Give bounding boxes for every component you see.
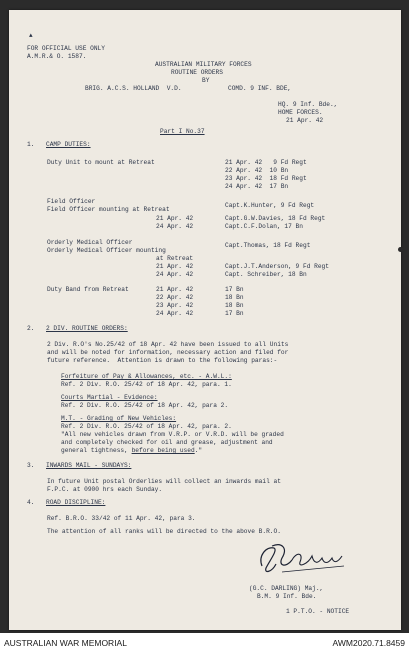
section-3-title: INWARDS MAIL - SUNDAYS: bbox=[46, 462, 132, 469]
duty-unit-row: 24 Apr. 42 17 Bn bbox=[225, 183, 289, 190]
duty-unit-row: 23 Apr. 42 18 Fd Regt bbox=[225, 175, 307, 182]
item-3-reference: Ref. 2 Div. R.O. 25/42 of 18 Apr. 42, para. 2. bbox=[61, 423, 232, 430]
section-3-para-line: In future Unit postal Orderlies will collect an inwards mail at bbox=[47, 478, 281, 485]
header-title: AUSTRALIAN MILITARY FORCES bbox=[155, 61, 252, 68]
section-2-para-line: 2 Div. R.O's No.25/42 of 18 Apr. 42 have been issued to all Units bbox=[47, 341, 289, 348]
section-1-title: CAMP DUTIES: bbox=[46, 141, 91, 148]
duty-band-date: 21 Apr. 42 bbox=[156, 286, 194, 293]
section-4-number: 4. bbox=[27, 499, 35, 506]
field-officer-mount-label: Field Officer mounting at Retreat bbox=[47, 206, 170, 213]
signatory-name: (G.C. DARLING) Maj., bbox=[249, 585, 324, 592]
section-3-number: 3. bbox=[27, 462, 35, 469]
hq-line-2: HOME FORCES. bbox=[278, 109, 323, 116]
header-officer: BRIG. A.C.S. HOLLAND V.D. bbox=[85, 85, 182, 92]
duty-band-unit: 18 Bn bbox=[225, 294, 244, 301]
duty-unit-row: 21 Apr. 42 9 Fd Regt bbox=[225, 159, 307, 166]
medical-officer-name: Capt.J.T.Anderson, 9 Fd Regt bbox=[225, 263, 329, 270]
quote-emphasis: before being used bbox=[131, 447, 195, 454]
medical-officer-date: 21 Apr. 42 bbox=[156, 263, 194, 270]
header-subtitle: ROUTINE ORDERS bbox=[171, 69, 223, 76]
medical-officer-mount-label-2: at Retreat bbox=[156, 255, 194, 262]
duty-unit-row: 22 Apr. 42 10 Bn bbox=[225, 167, 289, 174]
duty-band-date: 23 Apr. 42 bbox=[156, 302, 194, 309]
field-officer-date: 24 Apr. 42 bbox=[156, 223, 194, 230]
section-1-number: 1. bbox=[27, 141, 35, 148]
duty-band-date: 24 Apr. 42 bbox=[156, 310, 194, 317]
duty-band-date: 22 Apr. 42 bbox=[156, 294, 194, 301]
field-officer-name: Capt.C.F.Dolan, 17 Bn bbox=[225, 223, 303, 230]
section-2-number: 2. bbox=[27, 325, 35, 332]
medical-officer-mount-label: Orderly Medical Officer mounting bbox=[47, 247, 166, 254]
document-page bbox=[9, 10, 401, 630]
header-by: BY bbox=[202, 77, 210, 84]
part-number: Part I No.37 bbox=[160, 128, 205, 135]
field-officer-value: Capt.K.Hunter, 9 Fd Regt bbox=[225, 202, 315, 209]
corner-mark: ▲ bbox=[29, 32, 33, 39]
item-1-title: Forfeiture of Pay & Allowances, etc. - A.W.L.: bbox=[61, 373, 232, 380]
archive-footer bbox=[0, 633, 409, 653]
medical-officer-value: Capt.Thomas, 18 Fd Regt bbox=[225, 242, 311, 249]
section-4-para: The attention of all ranks will be directed to the above B.R.O. bbox=[47, 528, 281, 535]
section-2-para-line: future reference. Attention is drawn to the following paras:- bbox=[47, 357, 278, 364]
item-1-reference: Ref. 2 Div. R.O. 25/42 of 18 Apr. 42, para. 1. bbox=[61, 381, 232, 388]
section-4-reference: Ref. B.R.O. 33/42 of 11 Apr. 42, para 3. bbox=[47, 515, 196, 522]
hq-line-1: HQ. 9 Inf. Bde., bbox=[278, 101, 338, 108]
item-2-title: Courts Martial - Evidence: bbox=[61, 394, 158, 401]
medical-officer-label: Orderly Medical Officer bbox=[47, 239, 133, 246]
signatory-role: B.M. 9 Inf. Bde. bbox=[257, 593, 317, 600]
duty-unit-label: Duty Unit to mount at Retreat bbox=[47, 159, 155, 166]
field-officer-label: Field Officer bbox=[47, 198, 96, 205]
duty-band-unit: 18 Bn bbox=[225, 302, 244, 309]
punch-hole bbox=[398, 247, 403, 252]
field-officer-date: 21 Apr. 42 bbox=[156, 215, 194, 222]
item-3-quote-line: "All new vehicles drawn from V.R.P. or V.R.D. will be graded bbox=[61, 431, 284, 438]
quote-text: general tightness, bbox=[61, 447, 132, 454]
header-command: COMD. 9 INF. BDE, bbox=[228, 85, 292, 92]
classification: FOR OFFICIAL USE ONLY bbox=[27, 45, 105, 52]
item-3-title: M.T. - Grading of New Vehicles: bbox=[61, 415, 177, 422]
section-4-title: ROAD DISCIPLINE: bbox=[46, 499, 106, 506]
duty-band-label: Duty Band from Retreat bbox=[47, 286, 129, 293]
item-2-reference: Ref. 2 Div. R.O. 25/42 of 18 Apr. 42, para 2. bbox=[61, 402, 229, 409]
section-2-para-line: and will be noted for information, necessary action and filed for bbox=[47, 349, 289, 356]
distribution-note: 1 P.T.O. - NOTICE bbox=[286, 608, 350, 615]
handwritten-signature bbox=[252, 538, 350, 578]
footer-accession-number: AWM2020.71.8459 bbox=[332, 638, 405, 648]
footer-archive-name: AUSTRALIAN WAR MEMORIAL bbox=[4, 638, 127, 648]
duty-band-unit: 17 Bn bbox=[225, 286, 244, 293]
item-3-quote-line: and completely checked for oil and grease, adjustment and bbox=[61, 439, 273, 446]
field-officer-name: Capt.G.W.Davies, 18 Fd Regt bbox=[225, 215, 326, 222]
item-3-quote-line bbox=[61, 447, 202, 454]
section-3-para-line: F.P.C. at 0900 hrs each Sunday. bbox=[47, 486, 163, 493]
reference-number: A.M.R.& O. 1587. bbox=[27, 53, 87, 60]
hq-date: 21 Apr. 42 bbox=[286, 117, 324, 124]
medical-officer-date: 24 Apr. 42 bbox=[156, 271, 194, 278]
quote-end: ." bbox=[194, 447, 203, 454]
section-2-title: 2 DIV. ROUTINE ORDERS: bbox=[46, 325, 128, 332]
duty-band-unit: 17 Bn bbox=[225, 310, 244, 317]
medical-officer-name: Capt. Schreiber, 18 Bn bbox=[225, 271, 307, 278]
